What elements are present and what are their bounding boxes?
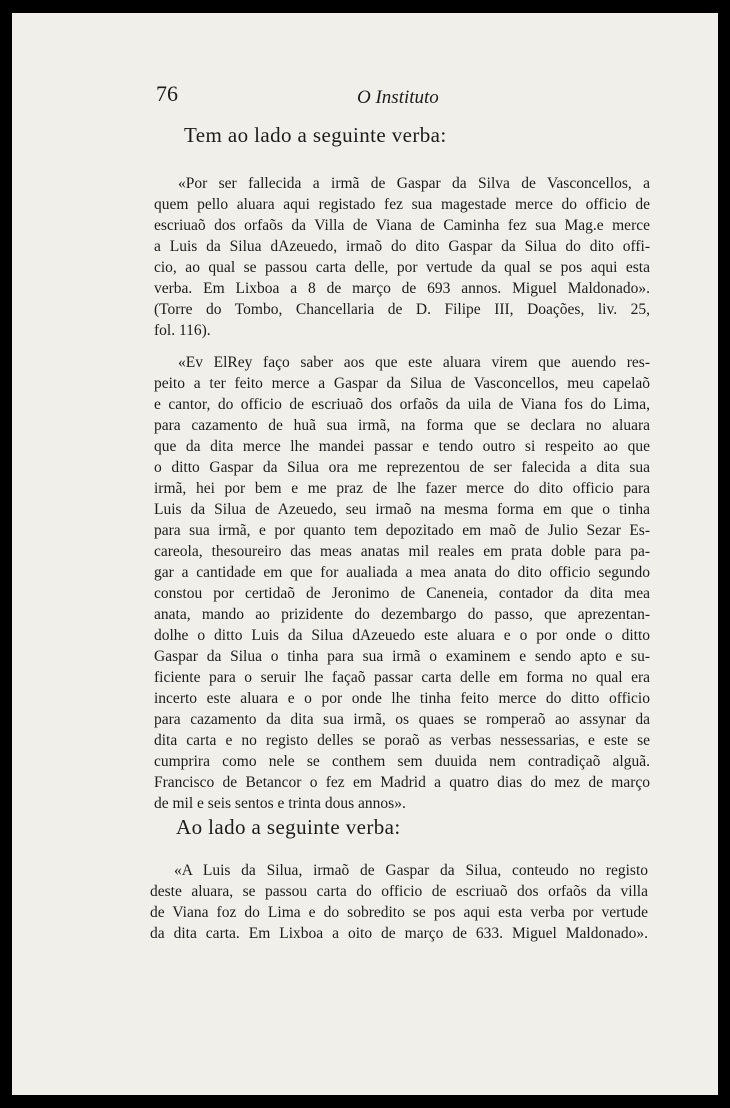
paragraph-1-line: a Luis da Silua dAzeuedo, irmaõ do dito Gaspar da Silua do dito offi- <box>154 238 650 255</box>
paragraph-3-line: «A Luis da Silua, irmaõ de Gaspar da Silua, conteudo no registo <box>174 862 648 879</box>
paragraph-2-line: anata, mando ao prizidente do dezembargo do passo, que aprezentan- <box>154 606 650 623</box>
document-page <box>12 13 718 1095</box>
paragraph-2-line: Gaspar da Silua o tinha para sua irmã o examinem e sendo apto e su- <box>154 648 650 665</box>
paragraph-2-line: para sua irmã, e por quanto tem depozitado em maõ de Julio Sezar Es- <box>154 522 650 539</box>
paragraph-1-line: quem pello aluara aqui registado fez sua magestade merce do officio de <box>154 196 650 213</box>
paragraph-2-line: para cazamento da dita sua irmã, os quaes se romperaõ ao assynar da <box>154 711 650 728</box>
paragraph-2-line: Francisco de Betancor o fez em Madrid a quatro dias do mez de março <box>154 774 650 791</box>
paragraph-2-line: para cazamento de huã sua irmã, na forma que se declara no aluara <box>154 417 650 434</box>
paragraph-2-line: peito a ter feito merce a Gaspar da Silua de Vasconcellos, meu capelaõ <box>154 375 650 392</box>
section-heading: Ao lado a seguinte verba: <box>176 815 401 839</box>
paragraph-2-line: Luis da Silua de Azeuedo, seu irmaõ na mesma forma em que o tinha <box>154 501 650 518</box>
paragraph-1-line: verba. Em Lixboa a 8 de março de 693 annos. Miguel Maldonado». <box>154 280 650 297</box>
paragraph-2-line: dita carta e no registo delles se poraõ as verbas nessessarias, e este se <box>154 732 650 749</box>
citation-line <box>154 299 650 321</box>
paragraph-2-line: dolhe o ditto Luis da Silua dAzeuedo este aluara e o por onde o ditto <box>154 627 650 644</box>
paragraph-2-line: incerto este aluara e o por onde lhe tinha feito merce do ditto officio <box>154 690 650 707</box>
paragraph-1-line: cio, ao qual se passou carta delle, por vertude da qual se pos aqui esta <box>154 259 650 276</box>
paragraph-2-line: o ditto Gaspar da Silua ora me reprezentou de ser falecida a dita sua <box>154 459 650 476</box>
paragraph-2-line: ficiente para o seruir lhe façaõ passar carta delle em forma no qual era <box>154 669 650 686</box>
paragraph-2-line: cumprira como nele se conthem sem duuida nem contradiçaõ alguã. <box>154 753 650 770</box>
paragraph-1-line: escriuaõ dos orfaõs da Villa de Viana de Caminha fez sua Mag.e merce <box>154 217 650 234</box>
page-number: 76 <box>156 81 178 106</box>
paragraph-2-line: e cantor, do officio de escriuaõ dos orfaõs da uila de Viana fos do Lima, <box>154 396 650 413</box>
paragraph-2-line: de mil e seis sentos e trinta dous annos». <box>154 795 406 812</box>
paragraph-2-line: «Ev ElRey faço saber aos que este aluara virem que auendo res- <box>178 354 650 371</box>
paragraph-2-line: constou por certidaõ de Jeronimo de Caneneia, contador da dita mea <box>154 585 650 602</box>
paragraph-1-line: fol. 116). <box>154 322 211 339</box>
paragraph-3-line: de Viana foz do Lima e do sobredito se pos aqui esta verba por vertude <box>150 904 648 921</box>
citation-text: (Torre do Tombo, Chancellaria de D. Filipe III, Doações, liv. 25, <box>154 301 650 318</box>
section-heading: Tem ao lado a seguinte verba: <box>184 123 447 147</box>
paragraph-3-line: da dita carta. Em Lixboa a oito de março de 633. Miguel Maldonado». <box>150 925 648 942</box>
paragraph-2-line: irmã, hei por bem e me praz de lhe fazer merce do dito officio para <box>154 480 650 497</box>
paragraph-2-line: gar a cantidade em que for aualiada a mea anata do dito officio segundo <box>154 564 650 581</box>
running-title: O Instituto <box>357 87 439 108</box>
paragraph-1-line: «Por ser fallecida a irmã de Gaspar da Silva de Vasconcellos, a <box>178 175 650 192</box>
paragraph-2-line: careola, thesoureiro das meas anatas mil reales em prata doble para pa- <box>154 543 650 560</box>
paragraph-3-line: deste aluara, se passou carta do officio de escriuaõ dos orfaõs da villa <box>150 883 648 900</box>
paragraph-2-line: que da dita merce lhe mandei passar e tendo outro si respeito ao que <box>154 438 650 455</box>
